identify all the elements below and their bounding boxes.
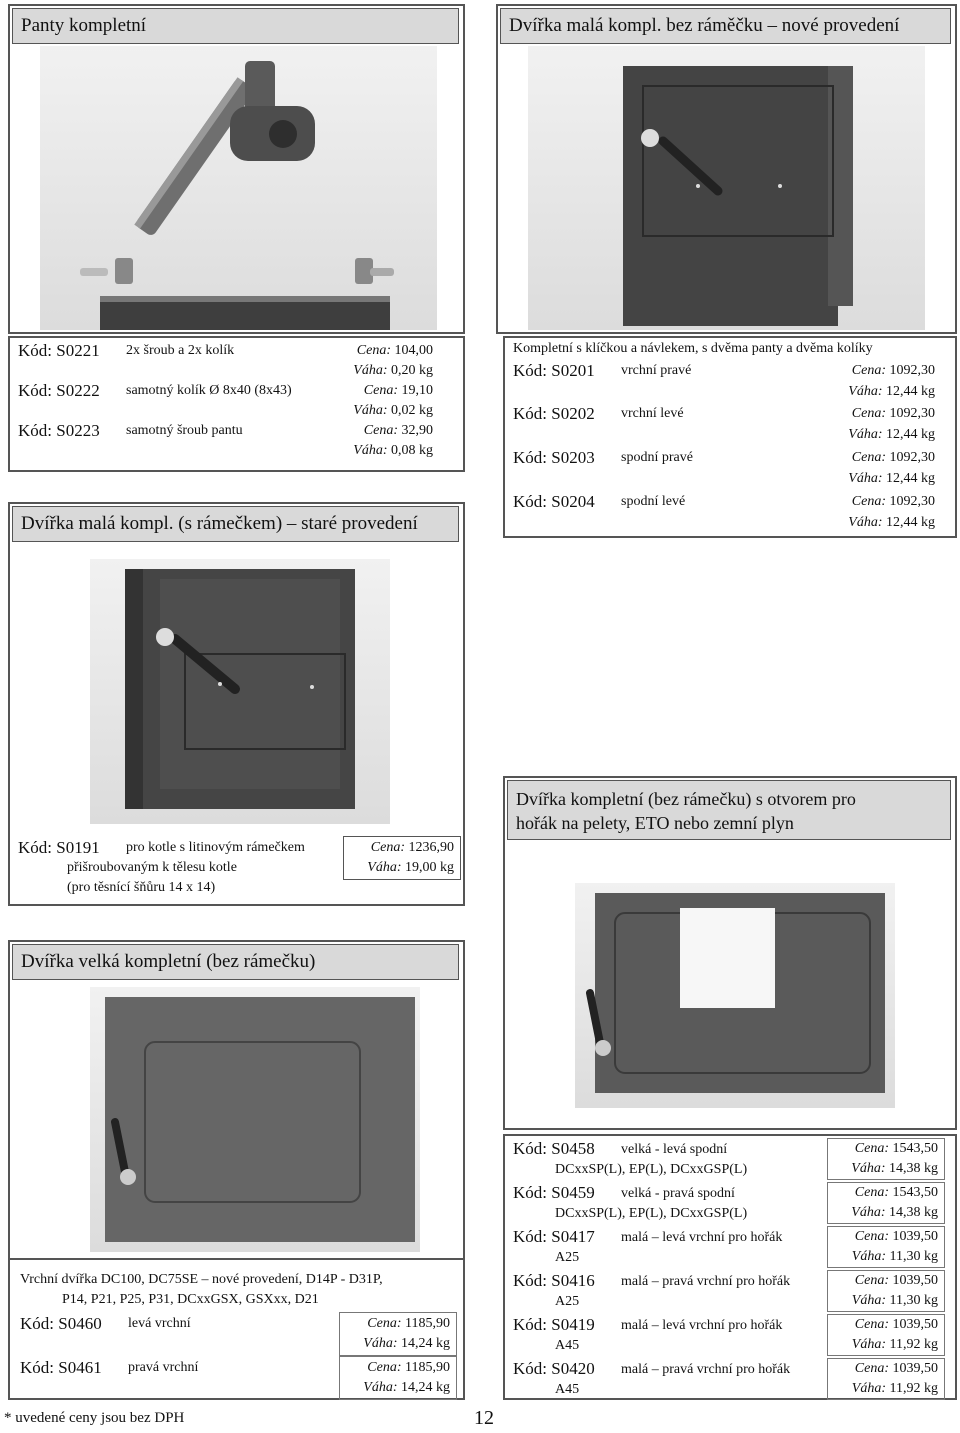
price-s0204: Cena: 1092,30 — [851, 494, 935, 509]
desc-s0203: spodní pravé — [621, 450, 693, 465]
nove-photo — [528, 46, 925, 330]
kod-s0191: Kód: S0191 — [18, 838, 100, 857]
stare-frame — [8, 502, 465, 906]
sub-s0420: A45 — [555, 1382, 580, 1397]
price-s0223: Cena: 32,90 — [363, 423, 433, 438]
price-s0202: Cena: 1092,30 — [851, 406, 935, 421]
desc-s0201: vrchní pravé — [621, 363, 692, 378]
price-s0191: Cena: 1236,90 — [370, 840, 454, 855]
kod-s0459: Kód: S0459 — [513, 1183, 595, 1202]
sub-s0416: A25 — [555, 1294, 580, 1309]
price-s0222: Cena: 19,10 — [363, 383, 433, 398]
kod-s0201: Kód: S0201 — [513, 361, 595, 380]
price-s0458: Cena: 1543,50 — [854, 1141, 938, 1156]
stare-photo — [90, 559, 390, 824]
kod-s0417: Kód: S0417 — [513, 1227, 595, 1246]
s0460-price-box — [339, 1312, 457, 1356]
price-s0459: Cena: 1543,50 — [854, 1185, 938, 1200]
weight-s0222: Váha: 0,02 kg — [353, 403, 433, 418]
desc-s0459: velká - pravá spodní — [621, 1186, 735, 1201]
kod-s0419: Kód: S0419 — [513, 1315, 595, 1334]
kod-s0223: Kód: S0223 — [18, 421, 100, 440]
kod-s0221: Kód: S0221 — [18, 341, 100, 360]
desc-s0222: samotný kolík Ø 8x40 (8x43) — [126, 383, 292, 398]
s0459-price-box — [827, 1182, 945, 1224]
desc-s0461: pravá vrchní — [128, 1360, 199, 1375]
price-s0420: Cena: 1039,50 — [854, 1361, 938, 1376]
weight-s0458: Váha: 14,38 kg — [851, 1161, 938, 1176]
price-s0419: Cena: 1039,50 — [854, 1317, 938, 1332]
weight-s0201: Váha: 12,44 kg — [848, 384, 935, 399]
velka-info — [10, 1258, 463, 1398]
price-s0201: Cena: 1092,30 — [851, 363, 935, 378]
panty-title: Panty kompletní — [12, 8, 459, 44]
sub-s0419: A45 — [555, 1338, 580, 1353]
weight-s0420: Váha: 11,92 kg — [851, 1381, 938, 1396]
desc-s0419: malá – levá vrchní pro hořák — [621, 1318, 783, 1333]
otvor-title — [507, 780, 951, 840]
weight-s0459: Váha: 14,38 kg — [851, 1205, 938, 1220]
desc-s0223: samotný šroub pantu — [126, 423, 243, 438]
desc-s0221: 2x šroub a 2x kolík — [126, 343, 235, 358]
s0416-price-box — [827, 1270, 945, 1312]
price-s0203: Cena: 1092,30 — [851, 450, 935, 465]
nove-intro: Kompletní s klíčkou a návlekem, s dvěma panty a dvěma kolíky — [513, 341, 873, 356]
s0420-price-box — [827, 1358, 945, 1400]
weight-s0419: Váha: 11,92 kg — [851, 1337, 938, 1352]
price-s0221: Cena: 104,00 — [356, 343, 433, 358]
kod-s0222: Kód: S0222 — [18, 381, 100, 400]
price-s0417: Cena: 1039,50 — [854, 1229, 938, 1244]
desc-s0417: malá – levá vrchní pro hořák — [621, 1230, 783, 1245]
panty-info — [8, 336, 465, 472]
sub-s0459: DCxxSP(L), EP(L), DCxxGSP(L) — [555, 1206, 748, 1221]
stare-price-box — [343, 836, 461, 880]
desc-s0191-2: přišroubovaným k tělesu kotle — [67, 860, 237, 875]
desc-s0191-1: pro kotle s litinovým rámečkem — [126, 840, 305, 855]
velka-title: Dvířka velká kompletní (bez rámečku) — [12, 944, 459, 980]
stare-info — [10, 832, 463, 904]
velka-intro-2: P14, P21, P25, P31, DCxxGSX, GSXxx, D21 — [62, 1292, 319, 1307]
kod-s0202: Kód: S0202 — [513, 404, 595, 423]
otvor-frame — [503, 776, 957, 1130]
weight-s0461: Váha: 14,24 kg — [363, 1380, 450, 1395]
nove-title: Dvířka malá kompl. bez ráměčku – nové provedení — [500, 8, 951, 44]
desc-s0420: malá – pravá vrchní pro hořák — [621, 1362, 791, 1377]
panty-photo — [40, 46, 437, 330]
s0419-price-box — [827, 1314, 945, 1356]
s0417-price-box — [827, 1226, 945, 1268]
s0458-price-box — [827, 1138, 945, 1180]
nove-info — [503, 336, 957, 538]
velka-photo — [90, 987, 420, 1252]
kod-s0420: Kód: S0420 — [513, 1359, 595, 1378]
price-s0416: Cena: 1039,50 — [854, 1273, 938, 1288]
desc-s0460: levá vrchní — [128, 1316, 191, 1331]
sub-s0458: DCxxSP(L), EP(L), DCxxGSP(L) — [555, 1162, 748, 1177]
sub-s0417: A25 — [555, 1250, 580, 1265]
velka-frame — [8, 940, 465, 1400]
page-number: 12 — [474, 1407, 494, 1429]
weight-s0221: Váha: 0,20 kg — [353, 363, 433, 378]
desc-s0191-3: (pro těsnící šňůru 14 x 14) — [67, 880, 216, 895]
price-s0460: Cena: 1185,90 — [367, 1316, 450, 1331]
desc-s0202: vrchní levé — [621, 406, 684, 421]
desc-s0204: spodní levé — [621, 494, 686, 509]
panty-frame — [8, 4, 465, 334]
kod-s0416: Kód: S0416 — [513, 1271, 595, 1290]
price-s0461: Cena: 1185,90 — [367, 1360, 450, 1375]
weight-s0223: Váha: 0,08 kg — [353, 443, 433, 458]
weight-s0204: Váha: 12,44 kg — [848, 515, 935, 530]
weight-s0202: Váha: 12,44 kg — [848, 427, 935, 442]
kod-s0204: Kód: S0204 — [513, 492, 595, 511]
desc-s0416: malá – pravá vrchní pro hořák — [621, 1274, 791, 1289]
otvor-photo — [575, 883, 895, 1108]
stare-title: Dvířka malá kompl. (s rámečkem) – staré provedení — [12, 506, 459, 542]
weight-s0460: Váha: 14,24 kg — [363, 1336, 450, 1351]
otvor-title-line-2: hořák na pelety, ETO nebo zemní plyn — [516, 813, 794, 833]
weight-s0203: Váha: 12,44 kg — [848, 471, 935, 486]
weight-s0191: Váha: 19,00 kg — [367, 860, 454, 875]
otvor-info — [503, 1134, 957, 1400]
weight-s0417: Váha: 11,30 kg — [851, 1249, 938, 1264]
kod-s0461: Kód: S0461 — [20, 1358, 102, 1377]
weight-s0416: Váha: 11,30 kg — [851, 1293, 938, 1308]
kod-s0460: Kód: S0460 — [20, 1314, 102, 1333]
kod-s0203: Kód: S0203 — [513, 448, 595, 467]
desc-s0458: velká - levá spodní — [621, 1142, 728, 1157]
otvor-title-line-1: Dvířka kompletní (bez rámečku) s otvorem pro — [516, 789, 856, 809]
s0461-price-box — [339, 1356, 457, 1400]
velka-intro-1: Vrchní dvířka DC100, DC75SE – nové provedení, D14P - D31P, — [20, 1272, 383, 1287]
footer-note: * uvedené ceny jsou bez DPH — [4, 1410, 185, 1426]
nove-frame — [496, 4, 957, 334]
kod-s0458: Kód: S0458 — [513, 1139, 595, 1158]
